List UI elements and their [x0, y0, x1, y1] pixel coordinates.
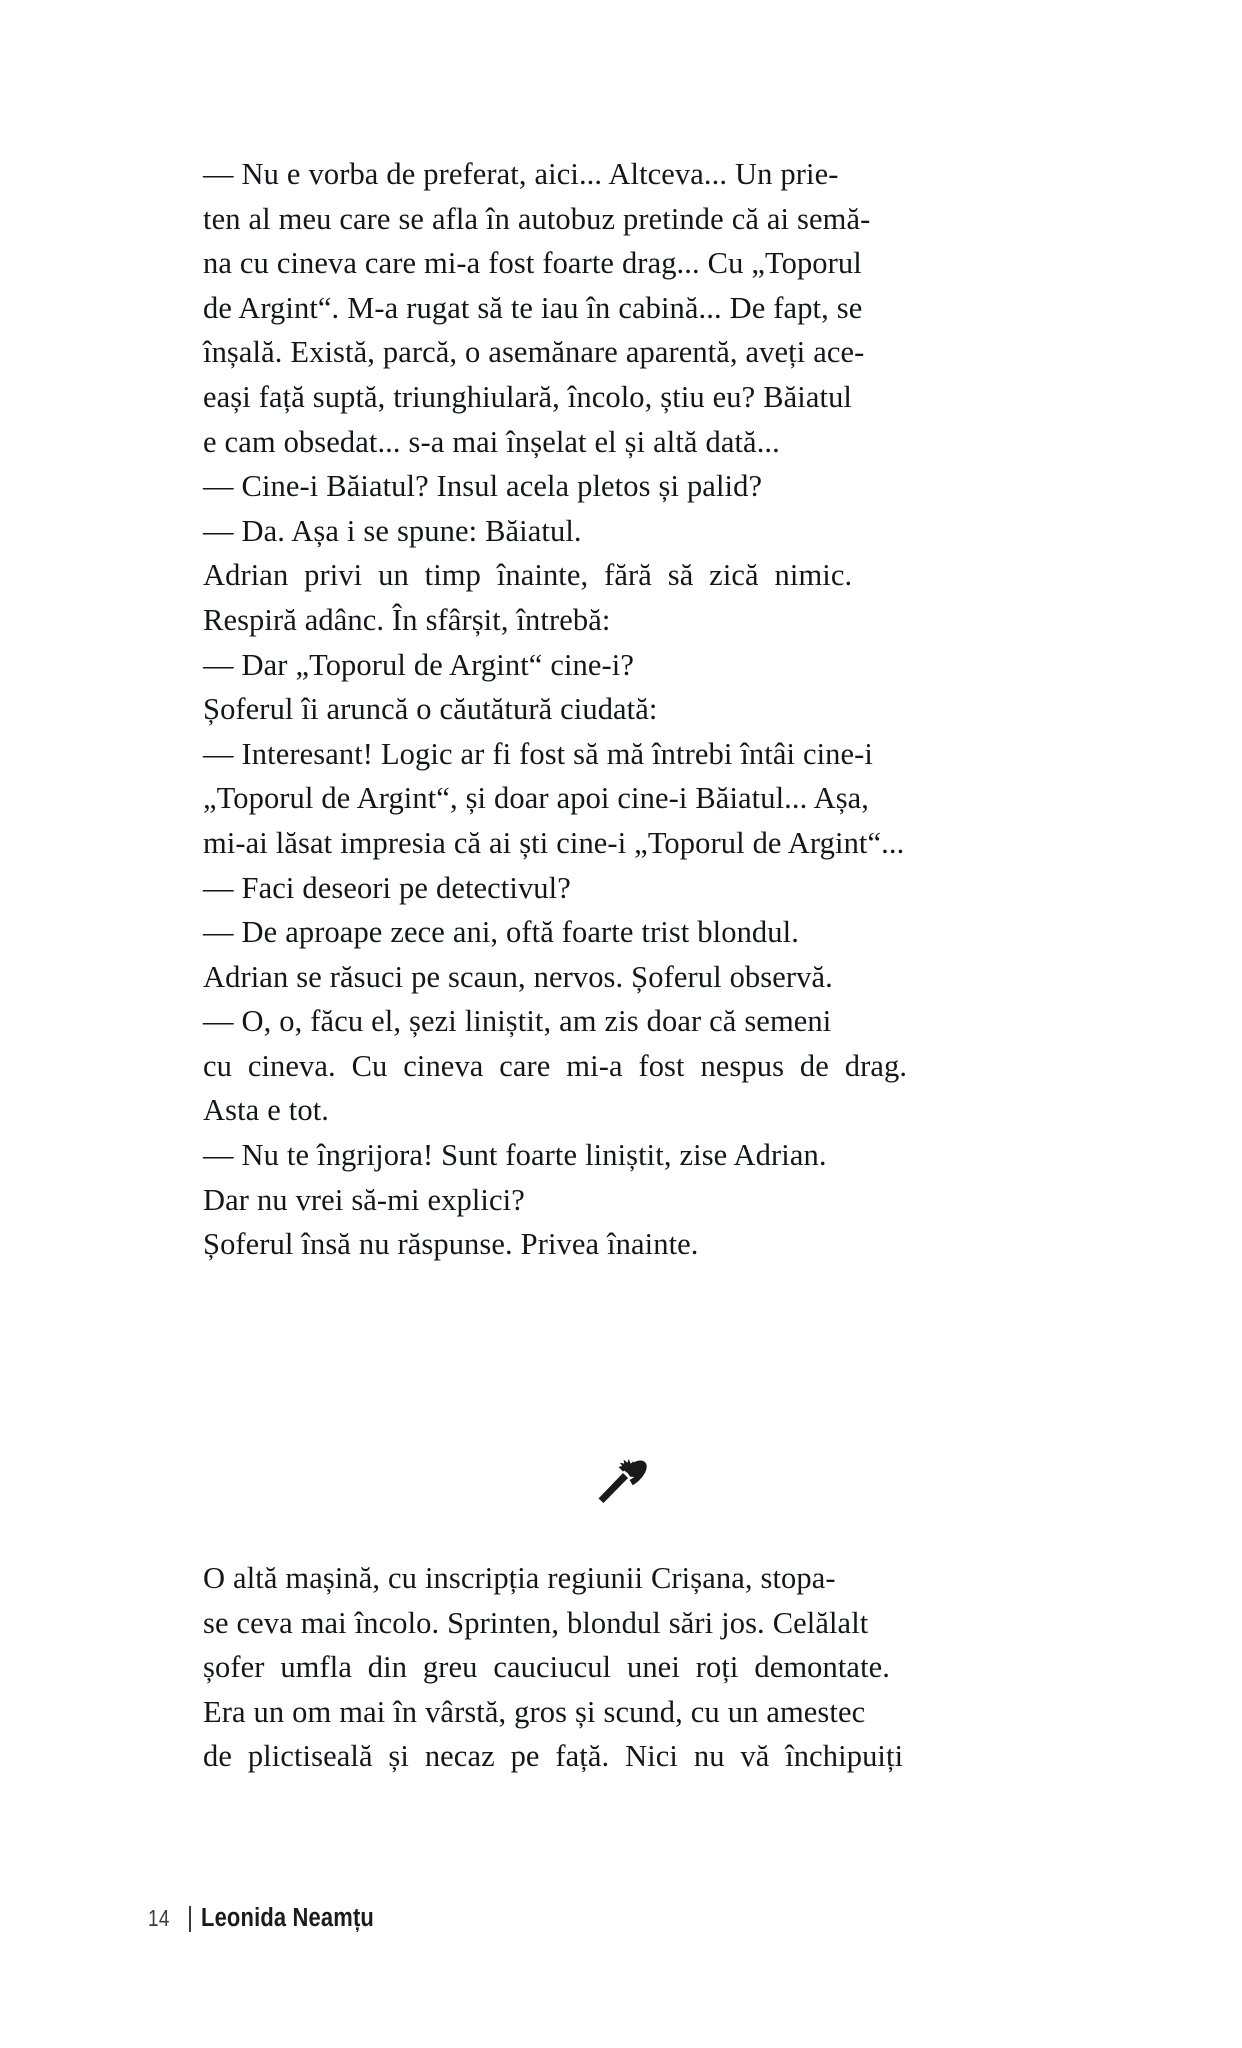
text-line: na cu cineva care mi-a fost foarte drag... Cu „Toporul — [203, 246, 862, 281]
paragraph — [155, 955, 1077, 1000]
text-line: — Nu te îngrijora! Sunt foarte liniștit, zise Adrian. — [203, 1138, 827, 1173]
text-line: Adrian privi un timp înainte, fără să zică nimic. — [203, 558, 853, 593]
text-line: — Faci deseori pe detectivul? — [203, 870, 571, 905]
paragraph — [155, 1133, 1077, 1222]
text-line: — Da. Așa i se spune: Băiatul. — [203, 513, 582, 548]
text-line: șofer umfla din greu cauciucul unei roți demontate. — [203, 1650, 891, 1685]
text-line: Adrian se răsuci pe scaun, nervos. Șoferul observă. — [203, 959, 833, 994]
text-line: Respiră adânc. În sfârșit, întrebă: — [203, 602, 611, 637]
page-number: 14 — [148, 1905, 170, 1931]
body-text-block — [155, 152, 1077, 1267]
text-line: Șoferul însă nu răspunse. Privea înainte. — [203, 1227, 699, 1262]
page-footer — [148, 1904, 402, 1933]
footer-divider — [189, 1906, 191, 1932]
paragraph — [155, 866, 1077, 911]
text-line: Era un om mai în vârstă, gros și scund, cu un amestec — [203, 1694, 866, 1729]
paragraph — [155, 643, 1077, 688]
text-line: Dar nu vrei să-mi explici? — [203, 1182, 525, 1217]
paragraph — [155, 1556, 1077, 1779]
section-divider — [0, 1447, 1242, 1503]
text-line: — Cine-i Băiatul? Insul acela pletos și palid? — [203, 469, 763, 504]
text-line: „Toporul de Argint“, și doar apoi cine-i Băiatul... Așa, — [203, 781, 870, 816]
axe-icon — [592, 1447, 650, 1503]
paragraph — [155, 1222, 1077, 1267]
paragraph — [155, 152, 1077, 464]
text-line: cu cineva. Cu cineva care mi-a fost nespus de drag. — [203, 1048, 908, 1083]
text-line: mi-ai lăsat impresia că ai ști cine-i „Toporul de Argint“... — [203, 825, 905, 860]
paragraph — [155, 999, 1077, 1133]
paragraph — [155, 553, 1077, 642]
text-line: O altă mașină, cu inscripția regiunii Crișana, stopa- — [203, 1561, 836, 1595]
text-line: — Interesant! Logic ar fi fost să mă întrebi întâi cine-i — [203, 736, 873, 771]
text-line: — O, o, făcu el, șezi liniștit, am zis doar că semeni — [203, 1004, 832, 1039]
text-line: Asta e tot. — [203, 1093, 330, 1128]
text-line: de plictiseală și necaz pe față. Nici nu vă închipuiți — [203, 1739, 904, 1774]
text-line: ten al meu care se afla în autobuz pretinde că ai semă- — [203, 201, 871, 236]
paragraph — [155, 687, 1077, 732]
text-line: Șoferul îi aruncă o căutătură ciudată: — [203, 692, 658, 727]
text-line: — Dar „Toporul de Argint“ cine-i? — [203, 647, 635, 682]
text-line: înșală. Există, parcă, o asemănare aparentă, aveți ace- — [203, 335, 865, 370]
text-line: — De aproape zece ani, oftă foarte trist blondul. — [203, 915, 799, 950]
paragraph — [155, 732, 1077, 866]
text-line: e cam obsedat... s-a mai înșelat el și altă dată... — [203, 424, 780, 459]
author-name: Leonida Neamțu — [200, 1904, 374, 1932]
text-line: se ceva mai încolo. Sprinten, blondul sări jos. Celălalt — [203, 1605, 869, 1640]
paragraph — [155, 464, 1077, 509]
text-line: eași față suptă, triunghiulară, încolo, știu eu? Băiatul — [203, 379, 853, 414]
text-line: de Argint“. M-a rugat să te iau în cabină... De fapt, se — [203, 290, 863, 325]
body-text-block-after-divider — [155, 1556, 1077, 1779]
paragraph — [155, 509, 1077, 554]
paragraph — [155, 910, 1077, 955]
text-line: — Nu e vorba de preferat, aici... Altceva... Un prie- — [203, 157, 839, 191]
